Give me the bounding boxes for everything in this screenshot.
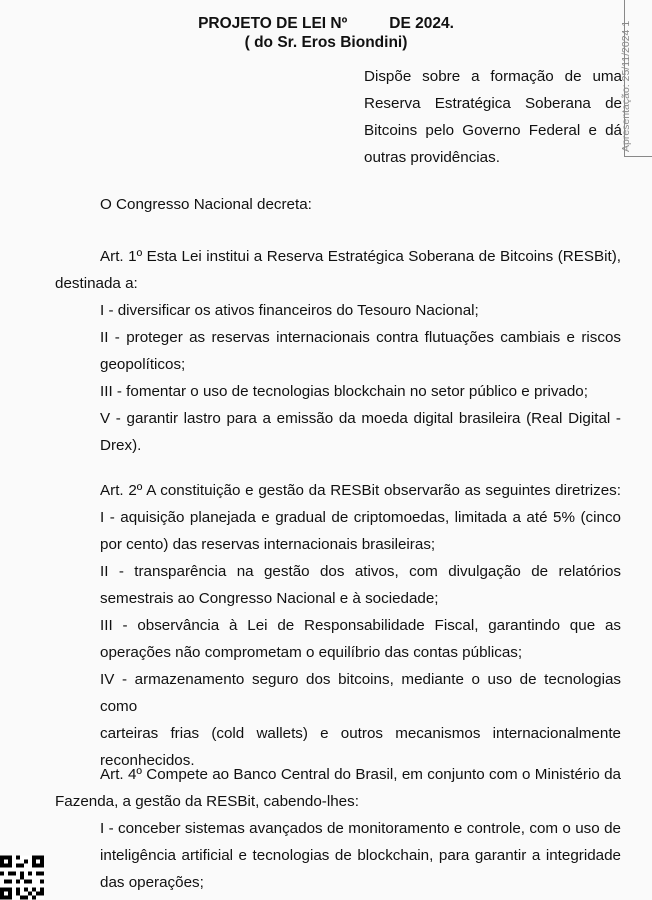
summary-line: Dispõe sobre a formação de uma [364, 68, 622, 85]
bill-author: ( do Sr. Eros Biondini) [244, 34, 408, 51]
article-line: carteiras frias (cold wallets) e outros mecanismos internacionalmente [100, 725, 621, 742]
bill-number-line [0, 14, 652, 33]
summary-line: Bitcoins pelo Governo Federal e dá [364, 122, 622, 139]
article-line: geopolíticos; [100, 356, 186, 373]
bill-title-right: DE 2024. [389, 15, 454, 32]
presentation-stamp-text: Apresentação: 25/11/2024 1 [620, 20, 632, 152]
summary-line: outras providências. [364, 149, 500, 166]
qr-code-icon [0, 855, 44, 900]
bill-title [0, 14, 652, 52]
presentation-stamp [620, 0, 652, 157]
article-line: Drex). [100, 437, 142, 454]
summary-line: Reserva Estratégica Soberana de [364, 95, 622, 112]
article-1 [55, 243, 621, 459]
article-line: IV - armazenamento seguro dos bitcoins, mediante o uso de tecnologias como [100, 671, 621, 715]
article-line: semestrais ao Congresso Nacional e à sociedade; [100, 590, 439, 607]
decree-text: O Congresso Nacional decreta: [100, 196, 312, 213]
article-line: II - transparência na gestão dos ativos, com divulgação de relatórios [100, 563, 621, 580]
article-line: Art. 1º Esta Lei institui a Reserva Estratégica Soberana de Bitcoins (RESBit), [100, 248, 621, 265]
article-line: III - fomentar o uso de tecnologias blockchain no setor público e privado; [100, 383, 588, 400]
article-line: operações não comprometam o equilíbrio das contas públicas; [100, 644, 523, 661]
article-line: V - garantir lastro para a emissão da moeda digital brasileira (Real Digital - [100, 410, 621, 427]
article-2 [55, 477, 621, 774]
article-line: por cento) das reservas internacionais brasileiras; [100, 536, 436, 553]
article-line: I - diversificar os ativos financeiros do Tesouro Nacional; [100, 302, 479, 319]
article-line: reconhecidos. [100, 752, 195, 769]
article-line: Art. 2º A constituição e gestão da RESBit observarão as seguintes diretrizes: [100, 482, 621, 499]
decree-clause [55, 191, 621, 218]
article-line: III - observância à Lei de Responsabilidade Fiscal, garantindo que as [100, 617, 621, 634]
article-line: I - conceber sistemas avançados de monitoramento e controle, com o uso de [100, 820, 621, 837]
bill-title-left: PROJETO DE LEI Nº [198, 15, 348, 32]
article-line: Fazenda, a gestão da RESBit, cabendo-lhes: [55, 793, 359, 810]
article-line: inteligência artificial e tecnologias de blockchain, para garantir a integridade [100, 847, 621, 864]
article-line: Art. 4º Compete ao Banco Central do Brasil, em conjunto com o Ministério da [100, 766, 621, 783]
bill-summary [364, 63, 622, 171]
article-line: das operações; [100, 874, 204, 891]
article-line: destinada a: [55, 275, 138, 292]
article-4 [55, 761, 621, 896]
article-line: I - aquisição planejada e gradual de criptomoedas, limitada a até 5% (cinco [100, 509, 621, 526]
article-line: II - proteger as reservas internacionais contra flutuações cambiais e riscos [100, 329, 621, 346]
